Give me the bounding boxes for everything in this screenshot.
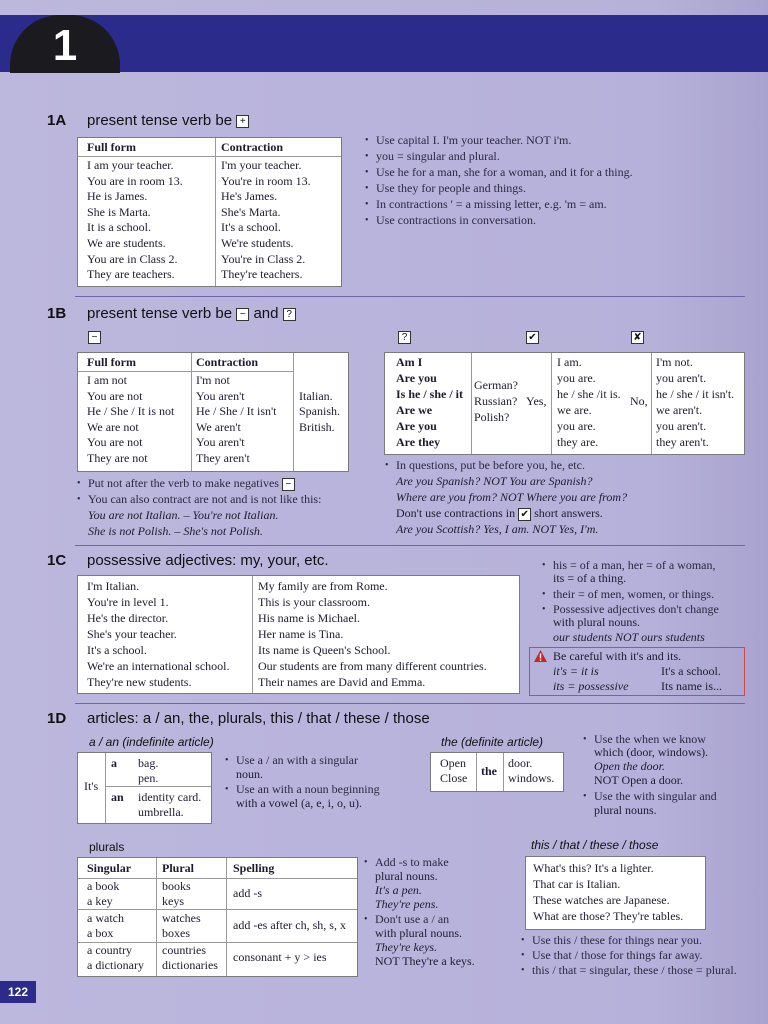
contr-row: You're in Class 2. bbox=[221, 251, 306, 266]
example-1b-right: Are you Spanish? NOT You are Spanish? bbox=[396, 474, 593, 488]
no-answer: we aren't. bbox=[656, 403, 703, 417]
pl-singular: a watch bbox=[87, 911, 124, 925]
pl-plural: books bbox=[162, 879, 191, 893]
and-text: and bbox=[253, 305, 279, 322]
plurals-title: plurals bbox=[89, 840, 125, 854]
note-1a: • In contractions ' = a missing letter, e.g. 'm = am. bbox=[376, 197, 607, 213]
q-subject: Am I bbox=[396, 355, 423, 369]
pl-singular: a country bbox=[87, 943, 132, 957]
the-verb: Close bbox=[440, 771, 468, 785]
pl-head: Plural bbox=[162, 861, 194, 875]
pl-plural: watches bbox=[162, 911, 201, 925]
neg-full: You are not bbox=[87, 388, 143, 403]
pl-note: They're pens. bbox=[375, 897, 439, 911]
section-divider bbox=[75, 545, 745, 546]
contr-row: You're in room 13. bbox=[221, 173, 311, 188]
pl-note: • Don't use a / an bbox=[375, 912, 449, 928]
no-answer: you aren't. bbox=[656, 371, 707, 385]
note-1a: • Use he for a man, she for a woman, and it for a thing. bbox=[376, 165, 633, 181]
poss-left: She's your teacher. bbox=[87, 627, 177, 641]
example-1b-right: Are you Scottish? Yes, I am. NOT Yes, I'm. bbox=[396, 522, 599, 536]
this-line: These watches are Japanese. bbox=[533, 893, 670, 907]
no-answer: I'm not. bbox=[656, 355, 693, 369]
this-note: • Use that / those for things far away. bbox=[532, 948, 703, 964]
table-1a bbox=[77, 137, 342, 287]
example-1b-right: Where are you from? NOT Where you are from? bbox=[396, 490, 628, 504]
this-line: That car is Italian. bbox=[533, 877, 621, 891]
its-word: It's bbox=[84, 779, 99, 793]
full-row: They are teachers. bbox=[87, 267, 175, 282]
the-noun: door. bbox=[508, 756, 533, 770]
contr-row: He's James. bbox=[221, 189, 278, 204]
note-text: Don't use contractions in bbox=[396, 506, 516, 520]
aan-note: noun. bbox=[236, 767, 263, 781]
contr-row: She's Marta. bbox=[221, 204, 281, 219]
contr-row: It's a school. bbox=[221, 220, 281, 235]
full-row: I am your teacher. bbox=[87, 158, 174, 172]
the-note: NOT Open a door. bbox=[594, 773, 684, 787]
note-text: short answers. bbox=[534, 506, 603, 520]
col-head-full: Full form bbox=[87, 140, 136, 154]
neg-full: We are not bbox=[87, 419, 139, 434]
note-1c: • Possessive adjectives don't change bbox=[553, 602, 719, 618]
a-noun: pen. bbox=[138, 771, 159, 785]
note-1b-left: • You can also contract are not and is not like this: bbox=[88, 492, 321, 508]
yes-answer: he / she /it is. bbox=[557, 387, 621, 401]
table-aan bbox=[77, 752, 212, 824]
the-note: Open the door. bbox=[594, 759, 665, 773]
section-code-1d: 1D bbox=[47, 710, 67, 727]
q-nationality: Russian? bbox=[474, 394, 518, 408]
table-plurals bbox=[77, 857, 358, 977]
minus-icon: − bbox=[88, 331, 101, 344]
poss-left: He's the director. bbox=[87, 611, 169, 625]
neg-contr: You aren't bbox=[196, 388, 245, 403]
neg-full: You are not bbox=[87, 435, 143, 450]
full-row: He is James. bbox=[87, 189, 148, 204]
tick-icon: ✔ bbox=[526, 331, 539, 344]
example-1b: You are not Italian. – You're not Italian. bbox=[88, 508, 279, 522]
col-head-contr: Contraction bbox=[221, 140, 283, 154]
neg-contr: They aren't bbox=[196, 451, 250, 465]
no-answer: he / she / it isn't. bbox=[656, 387, 735, 401]
pl-head: Spelling bbox=[233, 861, 275, 875]
yes-answer: you are. bbox=[557, 371, 596, 385]
note-1a: • you = singular and plural. bbox=[376, 149, 500, 165]
table-this bbox=[525, 856, 706, 930]
table-1c bbox=[77, 575, 520, 694]
q-subject: Are you bbox=[396, 419, 437, 433]
no-word: No, bbox=[630, 394, 648, 408]
careful-text: Be careful with it's and its. bbox=[553, 649, 682, 663]
note-1a: • Use they for people and things. bbox=[376, 181, 526, 197]
table-the bbox=[430, 752, 564, 792]
poss-right: My family are from Rome. bbox=[258, 579, 388, 593]
pl-singular: a box bbox=[87, 926, 114, 940]
neg-full: I am not bbox=[87, 373, 127, 387]
full-row: You are in room 13. bbox=[87, 173, 183, 188]
poss-left: They're new students. bbox=[87, 675, 192, 689]
yes-answer: you are. bbox=[557, 419, 596, 433]
the-word: the bbox=[481, 764, 497, 778]
this-line: What are those? They're tables. bbox=[533, 909, 684, 923]
no-answer: you aren't. bbox=[656, 419, 707, 433]
minus-icon: − bbox=[236, 308, 249, 321]
poss-right: Our students are from many different countries. bbox=[258, 659, 487, 673]
pl-note: with plural nouns. bbox=[375, 926, 462, 940]
question-icon: ? bbox=[283, 308, 296, 321]
poss-left: I'm Italian. bbox=[87, 579, 140, 593]
an-noun: umbrella. bbox=[138, 805, 184, 819]
note-1c: with plural nouns. bbox=[553, 615, 640, 629]
section-divider bbox=[75, 296, 745, 297]
pl-plural: countries bbox=[162, 943, 206, 957]
nationality: British. bbox=[299, 419, 335, 434]
section-title-1a bbox=[87, 112, 249, 129]
poss-left: We're an international school. bbox=[87, 659, 230, 673]
table-1b-negative bbox=[77, 352, 349, 472]
pl-plural: keys bbox=[162, 894, 184, 908]
neg-full: He / She / It is not bbox=[87, 404, 175, 419]
cross-icon: ✘ bbox=[631, 331, 644, 344]
pl-note: NOT They're a keys. bbox=[375, 954, 475, 968]
pl-singular: a book bbox=[87, 879, 120, 893]
note-1c: its = of a thing. bbox=[553, 571, 627, 585]
col-head-full: Full form bbox=[87, 355, 136, 369]
pl-singular: a dictionary bbox=[87, 958, 144, 972]
a-noun: bag. bbox=[138, 756, 159, 770]
poss-left: It's a school. bbox=[87, 643, 147, 657]
neg-contr: You aren't bbox=[196, 435, 245, 450]
section-title-1d: articles: a / an, the, plurals, this / that / these / those bbox=[87, 710, 430, 727]
the-note: which (door, windows). bbox=[594, 745, 709, 759]
pl-head: Singular bbox=[87, 861, 132, 875]
no-answer: they aren't. bbox=[656, 435, 709, 449]
section-code-1a: 1A bbox=[47, 112, 67, 129]
pl-note: plural nouns. bbox=[375, 869, 438, 883]
section-title-1b bbox=[87, 305, 296, 322]
note-1b-left bbox=[88, 476, 295, 492]
contr-row: We're students. bbox=[221, 236, 294, 250]
q-nationality: Polish? bbox=[474, 410, 510, 424]
note-1a: • Use contractions in conversation. bbox=[376, 213, 536, 229]
pl-note: • Add -s to make bbox=[375, 855, 449, 871]
the-note: plural nouns. bbox=[594, 803, 657, 817]
q-subject: Is he / she / it bbox=[396, 387, 464, 401]
careful-text: it's = it is bbox=[553, 664, 599, 678]
note-1b-right: • In questions, put be before you, he, etc. bbox=[396, 458, 585, 474]
pl-plural: boxes bbox=[162, 926, 190, 940]
q-subject: Are they bbox=[396, 435, 441, 449]
unit-number: 1 bbox=[52, 21, 78, 70]
contr-row: I'm your teacher. bbox=[221, 158, 302, 172]
pl-note: They're keys. bbox=[375, 940, 438, 954]
pl-spelling: add -s bbox=[233, 886, 262, 900]
warning-icon bbox=[534, 650, 547, 662]
aan-title: a / an (indefinite article) bbox=[89, 735, 214, 749]
this-note: • Use this / these for things near you. bbox=[532, 933, 702, 949]
section-title-1c: possessive adjectives: my, your, etc. bbox=[87, 552, 329, 569]
example-1b: She is not Polish. – She's not Polish. bbox=[88, 524, 263, 538]
a-word: a bbox=[111, 756, 117, 770]
careful-text: It's a school. bbox=[661, 664, 721, 678]
poss-right: Their names are David and Emma. bbox=[258, 675, 426, 689]
neg-contr: He / She / It isn't bbox=[196, 404, 277, 419]
the-noun: windows. bbox=[508, 771, 555, 785]
pl-spelling: consonant + y > ies bbox=[233, 950, 327, 964]
pl-plural: dictionaries bbox=[162, 958, 218, 972]
aan-note: with a vowel (a, e, i, o, u). bbox=[236, 796, 362, 810]
note-1c-example: our students NOT ours students bbox=[553, 630, 705, 644]
yes-answer: I am. bbox=[557, 355, 582, 369]
neg-full: They are not bbox=[87, 451, 148, 465]
careful-text: its = possessive bbox=[553, 679, 629, 693]
tick-icon: ✔ bbox=[518, 508, 531, 521]
title-text: present tense verb be bbox=[87, 112, 233, 129]
section-code-1b: 1B bbox=[47, 305, 67, 322]
minus-icon: − bbox=[282, 478, 295, 491]
page-number: 122 bbox=[0, 981, 36, 1003]
pl-spelling: add -es after ch, sh, s, x bbox=[233, 918, 346, 932]
poss-right: His name is Michael. bbox=[258, 611, 360, 625]
q-subject: Are you bbox=[396, 371, 437, 385]
this-line: What's this? It's a lighter. bbox=[533, 861, 654, 875]
full-row: She is Marta. bbox=[87, 204, 151, 219]
neg-contr: We aren't bbox=[196, 419, 241, 434]
col-head-contr: Contraction bbox=[196, 355, 258, 369]
note-1a: • Use capital I. I'm your teacher. NOT i'm. bbox=[376, 133, 571, 149]
full-row: It is a school. bbox=[87, 220, 151, 235]
example-1b-right bbox=[396, 506, 603, 522]
aan-note: • Use an with a noun beginning bbox=[236, 782, 380, 798]
this-title: this / that / these / those bbox=[531, 838, 659, 852]
q-subject: Are we bbox=[396, 403, 433, 417]
the-verb: Open bbox=[440, 756, 466, 770]
contr-row: They're teachers. bbox=[221, 267, 303, 282]
nationality: Spanish. bbox=[299, 404, 341, 419]
title-text: present tense verb be bbox=[87, 305, 233, 322]
yes-answer: they are. bbox=[557, 435, 599, 449]
yes-answer: we are. bbox=[557, 403, 592, 417]
q-nationality: German? bbox=[474, 378, 518, 392]
full-row: You are in Class 2. bbox=[87, 251, 178, 266]
section-divider bbox=[75, 703, 745, 704]
an-word: an bbox=[111, 790, 124, 804]
yes-word: Yes, bbox=[526, 394, 547, 408]
this-note: • this / that = singular, these / those = plural. bbox=[532, 963, 737, 979]
question-icon: ? bbox=[398, 331, 411, 344]
the-note: • Use the when we know bbox=[594, 732, 706, 748]
poss-right: Its name is Queen's School. bbox=[258, 643, 391, 657]
poss-left: You're in level 1. bbox=[87, 595, 169, 609]
full-row: We are students. bbox=[87, 236, 166, 250]
poss-right: This is your classroom. bbox=[258, 595, 370, 609]
neg-contr: I'm not bbox=[196, 373, 230, 387]
the-note: • Use the with singular and bbox=[594, 789, 717, 805]
section-code-1c: 1C bbox=[47, 552, 67, 569]
poss-right: Her name is Tina. bbox=[258, 627, 344, 641]
note-1c: • their = of men, women, or things. bbox=[553, 587, 714, 603]
pl-note: It's a pen. bbox=[375, 883, 422, 897]
aan-note: • Use a / an with a singular bbox=[236, 753, 358, 769]
table-1b-questions bbox=[384, 352, 745, 455]
the-title: the (definite article) bbox=[441, 735, 544, 749]
an-noun: identity card. bbox=[138, 790, 202, 804]
nationality: Italian. bbox=[299, 388, 333, 403]
note-1c: • his = of a man, her = of a woman, bbox=[553, 558, 716, 574]
plus-icon: + bbox=[236, 115, 249, 128]
pl-singular: a key bbox=[87, 894, 113, 908]
note-text: Put not after the verb to make negatives bbox=[88, 476, 279, 490]
careful-text: Its name is... bbox=[661, 679, 722, 693]
